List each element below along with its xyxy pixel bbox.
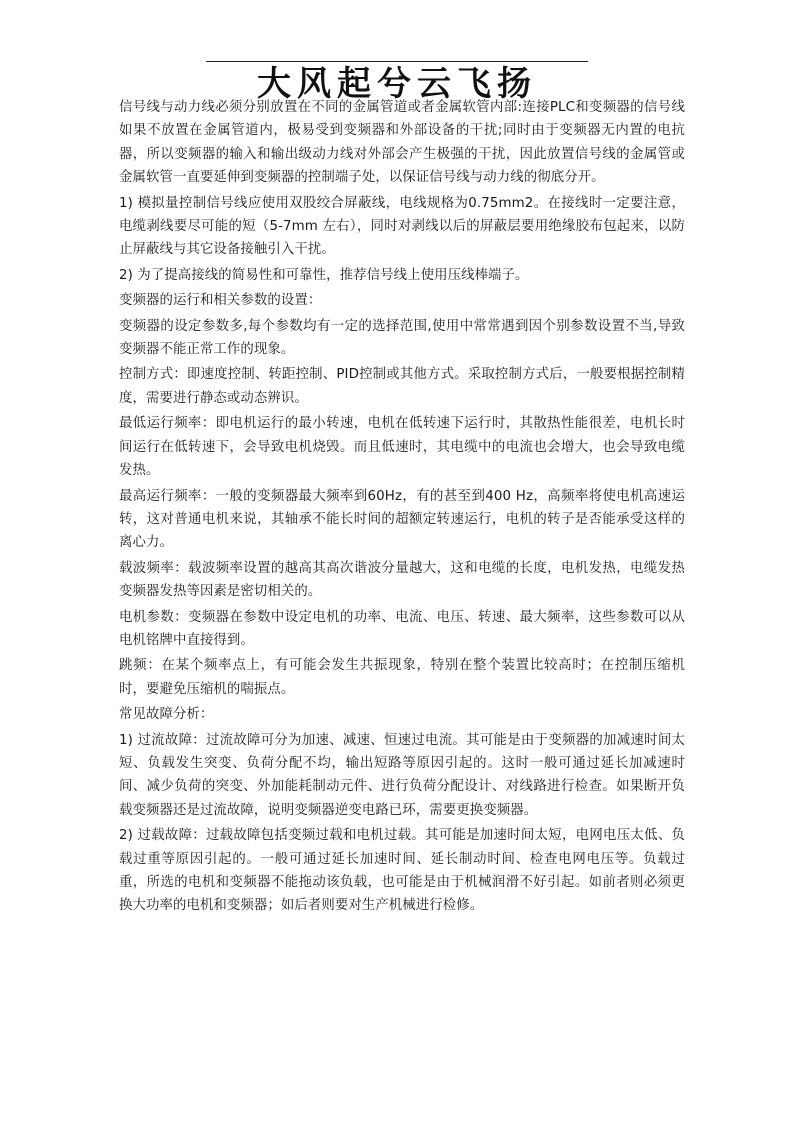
paragraph-carrier-frequency: 载波频率：载波频率设置的越高其高次谐波分量越大，这和电缆的长度，电机发热，电缆发热变频器发热等因素是密切相关的。 [119, 560, 685, 600]
paragraph-motor-parameters: 电机参数：变频器在参数中设定电机的功率、电流、电压、转速、最大频率，这些参数可以从电机铭牌中直接得到。 [119, 609, 685, 648]
paragraph-control-mode: 控制方式：即速度控制、转距控制、PID控制或其他方式。采取控制方式后，一般要根据控制精度，需要进行静态或动态辨识。 [119, 367, 685, 406]
paragraph-section-heading-settings: 变频器的运行和相关参数的设置： [119, 293, 322, 309]
document-body [119, 96, 685, 920]
paragraph-overload-fault: 2) 过载故障：过载故障包括变频过载和电机过载。其可能是加速时间太短，电网电压太低、负载过重等原因引起的。一般可通过延长加速时间、延长制动时间、检查电网电压等。负载过重，所选的电机和变频器不能拖动该负载，也可能是由于机械润滑不好引起。如前者则必须更换大功率的电机和变频器；如后者则要对生产机械进行检修。 [119, 828, 685, 914]
paragraph-parameter-intro: 变频器的设定参数多,每个参数均有一定的选择范围,使用中常常遇到因个别参数设置不当,导致变频器不能正常工作的现象。 [119, 318, 685, 358]
paragraph-crimp-terminals: 2) 为了提高接线的简易性和可靠性，推荐信号线上使用压线棒端子。 [119, 267, 529, 283]
paragraph-overcurrent-fault: 1) 过流故障：过流故障可分为加速、减速、恒速过电流。其可能是由于变频器的加减速时间太短、负载发生突变、负荷分配不均，输出短路等原因引起的。这时一般可通过延长加减速时间、减少负荷的突变、外加能耗制动元件、进行负荷分配设计、对线路进行检查。如果断开负载变频器还是过流故障，说明变频器逆变电路已环，需要更换变频器。 [119, 732, 685, 818]
paragraph-signal-lines: 信号线与动力线必须分别放置在不同的金属管道或者金属软管内部:连接PLC和变频器的信号线如果不放置在金属管道内，极易受到变频器和外部设备的干扰;同时由于变频器无内置的电抗器，所以变频器的输入和输出级动力线对外部会产生极强的干扰，因此放置信号线的金属管或金属软管一直要延伸到变频器的控制端子处，以保证信号线与动力线的彻底分开。 [119, 100, 685, 186]
header-title: 大风起兮云飞扬 [257, 64, 537, 104]
paragraph-analog-shielded: 1) 模拟量控制信号线应使用双股绞合屏蔽线，电线规格为0.75mm2。在接线时一定要注意，电缆剥线要尽可能的短（5-7mm 左右），同时对剥线以后的屏蔽层要用绝缘胶布包起来，以防止屏蔽线与其它设备接触引入干扰。 [119, 195, 685, 258]
paragraph-min-frequency: 最低运行频率：即电机运行的最小转速，电机在低转速下运行时，其散热性能很差，电机长时间运行在低转速下，会导致电机烧毁。而且低速时，其电缆中的电流也会增大，也会导致电缆发热。 [119, 416, 685, 479]
paragraph-skip-frequency: 跳频：在某个频率点上，有可能会发生共振现象，特别在整个装置比较高时；在控制压缩机时，要避免压缩机的喘振点。 [119, 658, 685, 697]
paragraph-max-frequency: 最高运行频率：一般的变频器最大频率到60Hz，有的甚至到400 Hz，高频率将使电机高速运转，这对普通电机来说，其轴承不能长时间的超额定转速运行，电机的转子是否能承受这样的离心力。 [119, 488, 685, 551]
paragraph-section-heading-faults: 常见故障分析： [119, 707, 214, 723]
header-rule [206, 61, 588, 62]
